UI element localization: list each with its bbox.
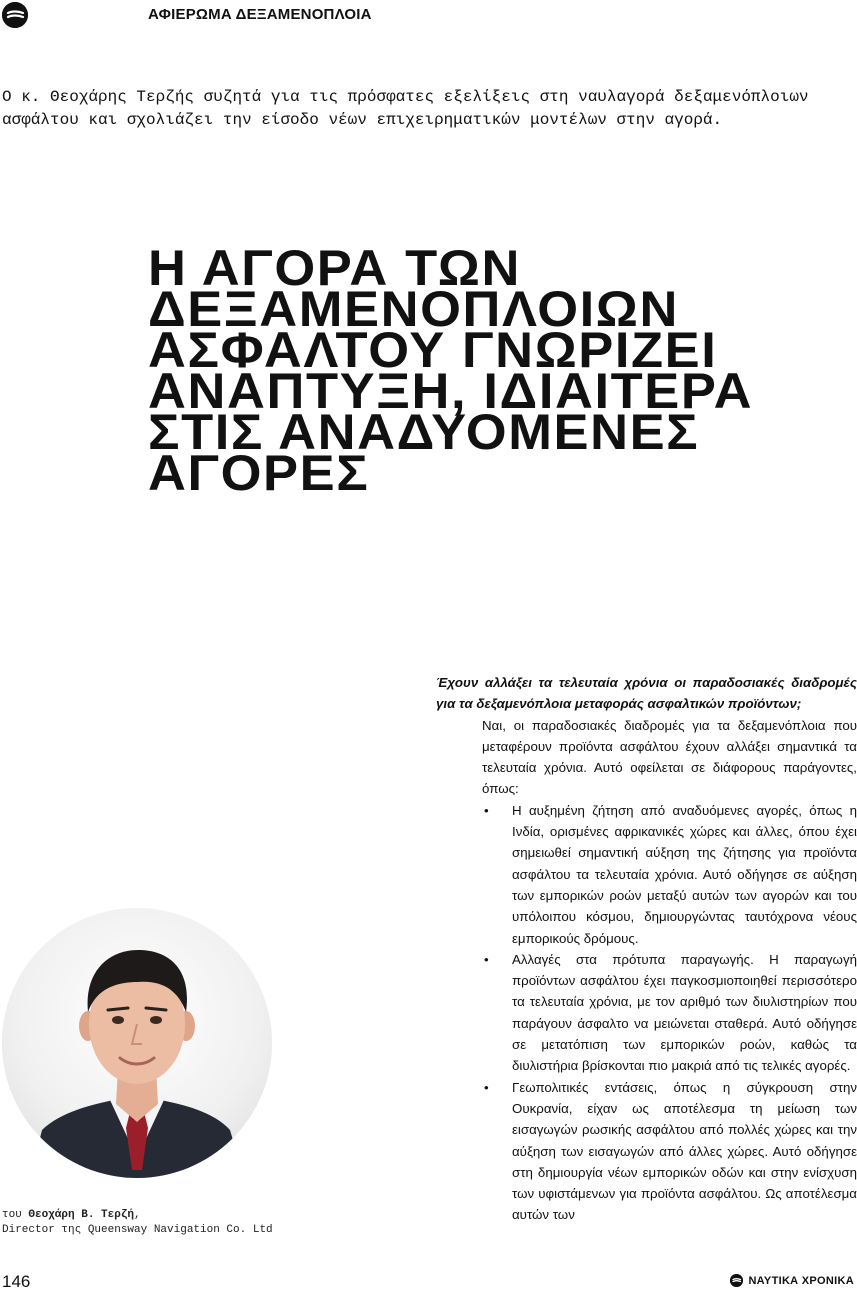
- answer-bullet-list: [482, 800, 857, 1226]
- list-item-text: Γεωπολιτικές εντάσεις, όπως η σύγκρουση στην Ουκρανία, είχαν ως αποτέλεσμα τη μείωση των εισαγωγών ρωσικής ασφάλτου από πολλές χώρες και την αύξηση των εισαγωγών από άλλες χώρες. Αυτό οδήγησε στη δημιουργία νέων εμπορικών οδών και στην ενίσχυση των υφιστάμενων για προϊόντα ασφάλτου. Ως αποτέλεσμα αυτών των: [512, 1079, 857, 1223]
- answer-intro: Ναι, οι παραδοσιακές διαδρομές για τα δεξαμενόπλοια που μεταφέρουν προϊόντα ασφάλτου έχουν αλλάξει σημαντικά τα τελευταία χρόνια. Αυτό οφείλεται σε διάφορους παράγοντες, όπως:: [482, 717, 857, 797]
- list-item-text: Η αυξημένη ζήτηση από αναδυόμενες αγορές, όπως η Ινδία, ορισμένες αφρικανικές χώρες και άλλες, όπου έχει σημειωθεί σημαντική αύξηση της ζήτησης για προϊόντα ασφάλτου τα τελευταία χρόνια. Αυτό οδήγησε σε αύξηση των εμπορικών ροών μεταξύ αυτών των αγορών και του υπόλοιπου κόσμου, δημιουργώντας ταυτόχρονα νέους εμπορικούς δρόμους.: [512, 802, 857, 946]
- author-role: Director της Queensway Navigation Co. Ltd: [2, 1224, 273, 1236]
- headline-line: ΑΓΟΡΕΣ: [148, 445, 370, 501]
- interview-answer: [436, 715, 857, 1226]
- author-name: Θεοχάρη Β. Τερζή: [28, 1209, 135, 1221]
- bullet-icon: •: [484, 802, 489, 818]
- list-item: [482, 1077, 857, 1226]
- footer-brand-name: ΝΑΥΤΙΚΑ ΧΡΟΝΙΚΑ: [748, 1274, 854, 1287]
- lede-paragraph: Ο κ. Θεοχάρης Τερζής συζητά για τις πρόσφατες εξελίξεις στη ναυλαγορά δεξαμενόπλοιων ασφάλτου και σχολιάζει την είσοδο νέων επιχειρηματικών μοντέλων στην αγορά.: [2, 88, 809, 129]
- footer-brand: [730, 1274, 854, 1287]
- list-item: [482, 800, 857, 949]
- headline-line: ΑΣΦΑΛΤΟΥ ΓΝΩΡΙΖΕΙ: [148, 322, 718, 378]
- article-column: [436, 672, 857, 1226]
- headline: [148, 240, 820, 501]
- list-item-text: Αλλαγές στα πρότυπα παραγωγής. Η παραγωγή προϊόντων ασφάλτου έχει παγκοσμιοποιηθεί περισσότερο τα τελευταία χρόνια, με τον αριθμό των διυλιστηρίων που παράγουν άσφαλτο να μειώνεται σταθερά. Αυτό οδήγησε σε μετατόπιση των εμπορικών ροών, καθώς τα διυλιστήρια βρίσκονται πιο μακριά από τις τελικές αγορές.: [512, 951, 857, 1074]
- interview-question: Έχουν αλλάξει τα τελευταία χρόνια οι παραδοσιακές διαδρομές για τα δεξαμενόπλοια μεταφοράς ασφαλτικών προϊόντων;: [436, 675, 857, 712]
- author-caption: [2, 1208, 273, 1238]
- magazine-logo-icon: [2, 2, 28, 28]
- page-number: 146: [2, 1272, 31, 1291]
- magazine-logo-icon: [730, 1274, 743, 1287]
- caption-byline: [2, 1208, 273, 1223]
- headline-line: ΔΕΞΑΜΕΝΟΠΛΟΙΩΝ: [148, 281, 679, 337]
- bullet-icon: •: [484, 951, 489, 967]
- headline-line: Η ΑΓΟΡΑ ΤΩΝ: [148, 240, 521, 296]
- caption-suffix: ,: [134, 1209, 141, 1221]
- headline-line: ΣΤΙΣ ΑΝΑΔΥΟΜΕΝΕΣ: [148, 404, 700, 460]
- list-item: [482, 949, 857, 1077]
- headline-line: ΑΝΑΠΤΥΞΗ, ΙΔΙΑΙΤΕΡΑ: [148, 363, 754, 419]
- caption-prefix: του: [2, 1209, 29, 1221]
- section-title: ΑΦΙΕΡΩΜΑ ΔΕΞΑΜΕΝΟΠΛΟΙΑ: [148, 6, 372, 23]
- author-portrait: [2, 908, 272, 1178]
- bullet-icon: •: [484, 1079, 489, 1095]
